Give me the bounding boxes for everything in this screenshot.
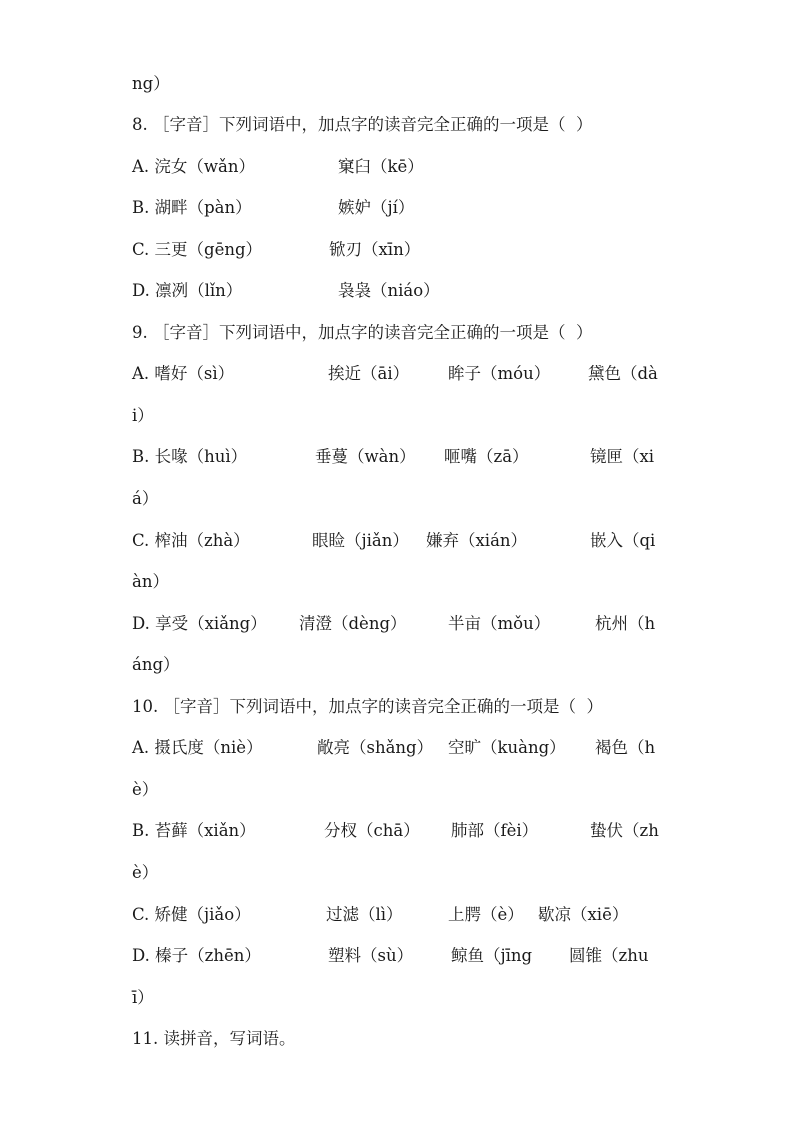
- text: B. 湖畔（pàn）: [132, 198, 252, 217]
- text: A. 摄氏度（niè）: [132, 738, 263, 757]
- text: i）: [132, 406, 154, 425]
- text: 圆锥（zhu: [569, 946, 649, 965]
- text: ng）: [132, 74, 170, 93]
- text: 嵌入（qi: [590, 531, 656, 550]
- text: C. 三更（gēng）: [132, 240, 263, 259]
- text: 半亩（mǒu）: [448, 614, 551, 633]
- text: 11. 读拼音，写词语。: [132, 1029, 296, 1048]
- text: D. 享受（xiǎng）: [132, 614, 267, 633]
- text: A. 嗜好（sì）: [132, 364, 235, 383]
- text: D. 凛冽（lǐn）: [132, 281, 243, 300]
- text: 镜匣（xi: [590, 447, 655, 466]
- text: 垂蔓（wàn）: [315, 447, 416, 466]
- text: 咂嘴（zā）: [444, 447, 529, 466]
- text: 塑料（sù）: [328, 946, 414, 965]
- text: è）: [132, 863, 159, 882]
- text: 窠臼（kē）: [338, 157, 424, 176]
- text: C. 矫健（jiǎo）: [132, 905, 251, 924]
- text: 嫉妒（jí）: [338, 198, 415, 217]
- text: 肺部（fèi）: [451, 821, 539, 840]
- text: á）: [132, 489, 159, 508]
- text: àn）: [132, 572, 169, 591]
- text: 10. ［字音］下列词语中，加点字的读音完全正确的一项是（ ）: [132, 697, 603, 716]
- text: 清澄（dèng）: [299, 614, 407, 633]
- text: D. 榛子（zhēn）: [132, 946, 261, 965]
- text: 鲸鱼（jīng: [451, 946, 533, 965]
- text: 空旷（kuàng）: [448, 738, 566, 757]
- text: 分杈（chā）: [324, 821, 420, 840]
- text: 9. ［字音］下列词语中，加点字的读音完全正确的一项是（ ）: [132, 323, 593, 342]
- text: 褐色（h: [595, 738, 656, 757]
- text: 挨近（āi）: [328, 364, 410, 383]
- text: 过滤（lì）: [326, 905, 403, 924]
- text: 嫌弃（xián）: [426, 531, 528, 550]
- text: 黛色（dà: [588, 364, 658, 383]
- text: áng）: [132, 655, 180, 674]
- text: 杭州（h: [595, 614, 656, 633]
- text: C. 榨油（zhà）: [132, 531, 250, 550]
- text: B. 苔藓（xiǎn）: [132, 821, 256, 840]
- text: 锨刃（xīn）: [329, 240, 421, 259]
- text: ī）: [132, 988, 154, 1007]
- text: 上腭（è）: [448, 905, 524, 924]
- text: 袅袅（niáo）: [338, 281, 440, 300]
- text: 蛰伏（zh: [590, 821, 659, 840]
- text: B. 长喙（huì）: [132, 447, 248, 466]
- text: 眼睑（jiǎn）: [312, 531, 409, 550]
- text: 眸子（móu）: [448, 364, 551, 383]
- text: 歇凉（xiē）: [538, 905, 629, 924]
- text: 敞亮（shǎng）: [317, 738, 434, 757]
- text: A. 浣女（wǎn）: [132, 157, 255, 176]
- text: è）: [132, 780, 159, 799]
- text: 8. ［字音］下列词语中，加点字的读音完全正确的一项是（ ）: [132, 115, 593, 134]
